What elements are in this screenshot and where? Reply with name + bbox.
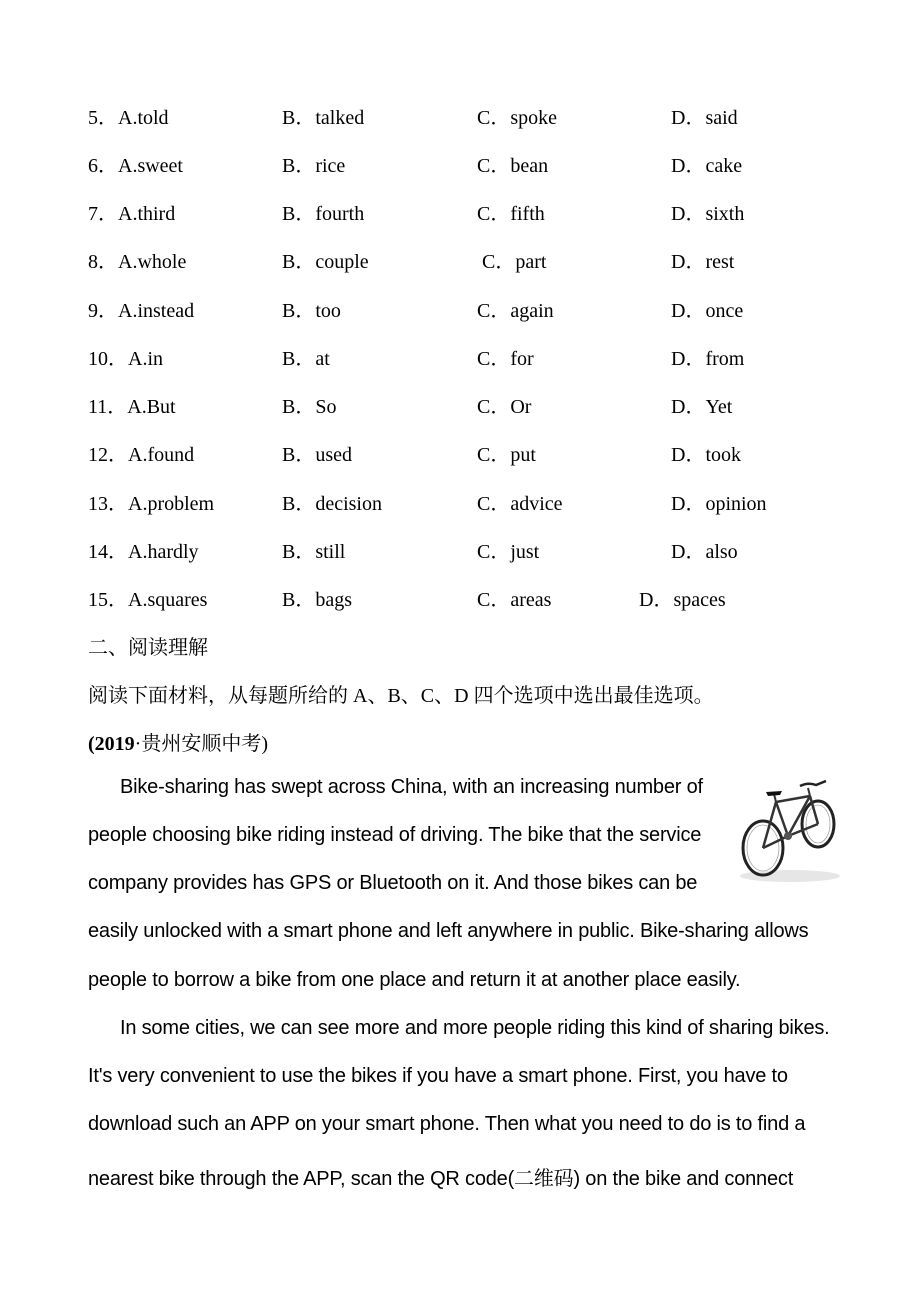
option-d: D．from (671, 348, 745, 370)
option-row-5 (0, 101, 920, 131)
option-d: D．also (671, 541, 738, 563)
option-a: 15．A.squares (88, 589, 208, 611)
option-b: B．used (282, 444, 352, 466)
option-b: B．So (282, 396, 337, 418)
option-row-6 (0, 149, 920, 179)
option-c: C．areas (477, 589, 552, 611)
option-b: B．couple (282, 251, 369, 273)
option-c: C．bean (477, 155, 549, 177)
option-row-13 (0, 487, 920, 517)
option-c: C．advice (477, 493, 563, 515)
option-c: C．for (477, 348, 534, 370)
option-a: 12．A.found (88, 444, 195, 466)
option-d: D．Yet (671, 396, 733, 418)
option-a: 6．A.sweet (88, 155, 183, 177)
option-d: D．rest (671, 251, 735, 273)
section-title: 二、阅读理解 (88, 637, 208, 659)
option-b: B．too (282, 300, 341, 322)
passage-line-8: download such an APP on your smart phone. Then what you need to do is to find a (88, 1113, 806, 1135)
option-c: C．Or (477, 396, 532, 418)
option-row-14 (0, 535, 920, 565)
option-b: B．at (282, 348, 330, 370)
option-row-10 (0, 342, 920, 372)
option-a: 5．A.told (88, 107, 169, 129)
passage-line-5: people to borrow a bike from one place and return it at another place easily. (88, 969, 741, 991)
option-row-12 (0, 438, 920, 468)
option-b: B．fourth (282, 203, 365, 225)
option-c: C．part (477, 251, 547, 273)
option-a: 13．A.problem (88, 493, 215, 515)
option-d: D．opinion (671, 493, 767, 515)
option-a: 8．A.whole (88, 251, 187, 273)
source-open: ( (88, 733, 95, 755)
source-place: ·贵州安顺中考) (134, 733, 268, 755)
instruction: 阅读下面材料，从每题所给的 A、B、C、D 四个选项中选出最佳选项。 (88, 685, 714, 707)
source-year: 2019 (94, 733, 135, 755)
passage-line-1: Bike-sharing has swept across China, with an increasing number of (120, 776, 703, 798)
option-d: D．cake (671, 155, 743, 177)
option-b: B．rice (282, 155, 346, 177)
option-c: C．spoke (477, 107, 557, 129)
option-a: 9．A.instead (88, 300, 195, 322)
option-a: 14．A.hardly (88, 541, 199, 563)
option-b: B．still (282, 541, 346, 563)
option-c: C．just (477, 541, 540, 563)
option-row-9 (0, 294, 920, 324)
option-b: B．decision (282, 493, 382, 515)
option-row-15 (0, 583, 920, 613)
option-a: 7．A.third (88, 203, 176, 225)
option-b: B．talked (282, 107, 365, 129)
option-d: D．sixth (671, 203, 745, 225)
option-d: D．said (671, 107, 738, 129)
option-b: B．bags (282, 589, 352, 611)
passage-line-9: nearest bike through the APP, scan the QR code(二维码) on the bike and connect (88, 1168, 794, 1190)
option-d: D．spaces (639, 589, 726, 611)
option-row-8 (0, 245, 920, 275)
source-label (88, 727, 268, 756)
passage-line-7: It's very convenient to use the bikes if you have a smart phone. First, you have to (88, 1065, 788, 1087)
passage-line-4: easily unlocked with a smart phone and left anywhere in public. Bike-sharing allows (88, 920, 809, 942)
passage-line-3: company provides has GPS or Bluetooth on it. And those bikes can be (88, 872, 698, 894)
option-d: D．once (671, 300, 744, 322)
passage-line-6: In some cities, we can see more and more people riding this kind of sharing bikes. (120, 1017, 830, 1039)
option-c: C．again (477, 300, 554, 322)
option-c: C．put (477, 444, 536, 466)
bicycle-illustration (730, 772, 842, 888)
option-a: 10．A.in (88, 348, 163, 370)
option-d: D．took (671, 444, 741, 466)
option-c: C．fifth (477, 203, 545, 225)
option-row-7 (0, 197, 920, 227)
passage-line-2: people choosing bike riding instead of driving. The bike that the service (88, 824, 702, 846)
option-a: 11．A.But (88, 396, 176, 418)
option-row-11 (0, 390, 920, 420)
